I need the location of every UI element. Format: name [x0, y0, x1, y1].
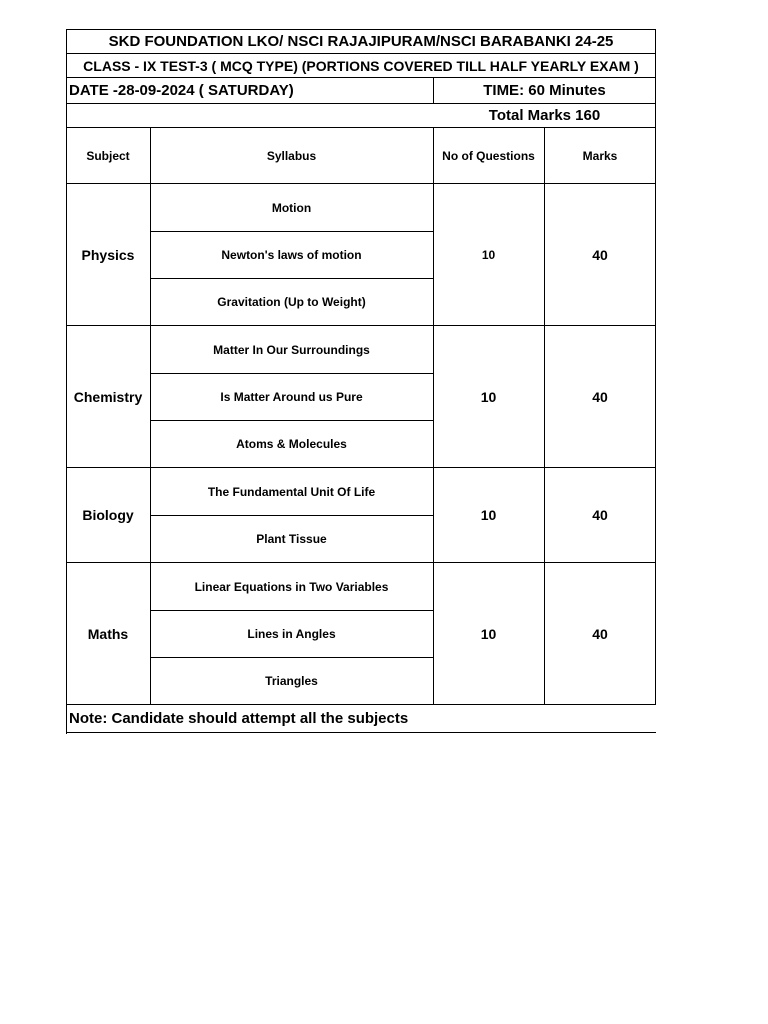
col-subject: Subject — [86, 148, 130, 163]
divider-subject — [150, 127, 151, 704]
syllabus-topic: Atoms & Molecules — [236, 437, 347, 451]
syllabus-topic: Triangles — [265, 674, 318, 688]
divider — [150, 610, 433, 611]
syllabus-topic: Lines in Angles — [247, 626, 336, 641]
subject-name: Chemistry — [73, 388, 143, 405]
candidate-note: Note: Candidate should attempt all the subjects — [69, 710, 409, 727]
subject-block-chemistry — [66, 325, 656, 467]
question-count: 10 — [480, 388, 497, 405]
syllabus-topic: Motion — [271, 200, 312, 215]
divider — [150, 373, 433, 374]
class-row — [66, 53, 656, 77]
syllabus-topic: Newton's laws of motion — [221, 247, 362, 262]
org-title: SKD FOUNDATION LKO/ NSCI RAJAJIPURAM/NSCI BARABANKI 24-25 — [108, 33, 614, 50]
exam-time: TIME: 60 Minutes — [483, 82, 606, 99]
divider-questions — [544, 127, 545, 704]
border-left — [66, 29, 67, 734]
subject-marks: 40 — [592, 625, 608, 642]
subject-name: Maths — [87, 625, 129, 642]
total-marks-row — [66, 103, 656, 127]
divider — [150, 420, 433, 421]
divider — [150, 278, 433, 279]
subject-name: Biology — [82, 507, 134, 523]
subject-block-physics — [66, 183, 656, 325]
subject-marks: 40 — [592, 507, 608, 523]
divider — [150, 231, 433, 232]
syllabus-topic: Gravitation (Up to Weight) — [217, 295, 366, 309]
divider — [150, 515, 433, 516]
syllabus-topic: Is Matter Around us Pure — [220, 389, 363, 404]
subject-block-biology — [66, 467, 656, 562]
subject-marks: 40 — [592, 388, 608, 405]
divider-date-time — [433, 77, 434, 103]
col-questions: No of Questions — [442, 148, 535, 163]
border-right — [655, 29, 656, 704]
divider — [150, 657, 433, 658]
subject-name: Physics — [81, 246, 135, 263]
syllabus-topic: Plant Tissue — [256, 532, 327, 546]
question-count: 10 — [480, 507, 497, 523]
total-marks: Total Marks 160 — [488, 107, 601, 124]
question-count: 10 — [481, 247, 496, 262]
class-title: CLASS - IX TEST-3 ( MCQ TYPE) (PORTIONS COVERED TILL HALF YEARLY EXAM ) — [83, 57, 639, 74]
org-row — [66, 29, 656, 53]
syllabus-topic: Linear Equations in Two Variables — [194, 579, 389, 594]
col-marks: Marks — [582, 148, 618, 163]
date-time-row — [66, 77, 656, 103]
subject-block-maths — [66, 562, 656, 704]
col-syllabus: Syllabus — [266, 148, 317, 163]
column-header-row — [66, 127, 656, 183]
note-row — [66, 704, 656, 733]
subject-marks: 40 — [592, 246, 608, 263]
question-count: 10 — [480, 625, 497, 642]
syllabus-topic: The Fundamental Unit Of Life — [207, 484, 376, 499]
divider-syllabus — [433, 127, 434, 704]
exam-date: DATE -28-09-2024 ( SATURDAY) — [69, 82, 294, 99]
syllabus-topic: Matter In Our Surroundings — [213, 342, 370, 357]
